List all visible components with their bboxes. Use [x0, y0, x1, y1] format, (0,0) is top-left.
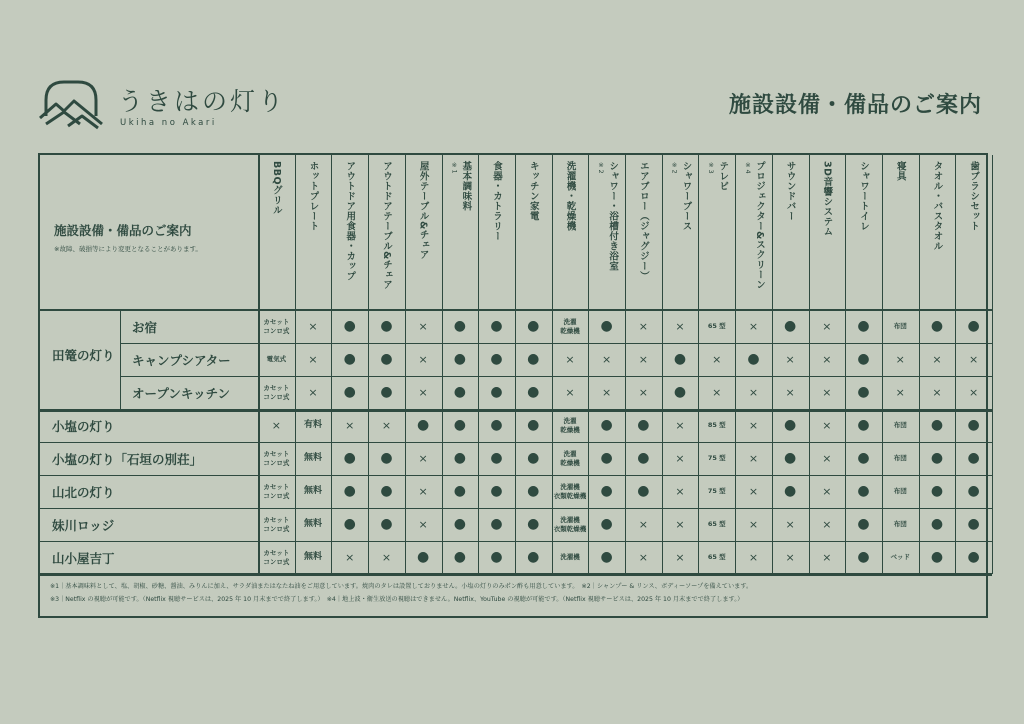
column-header-label	[742, 161, 765, 311]
column-header	[405, 161, 442, 311]
column-label: サウンドバー	[784, 161, 796, 221]
table-cell: ×	[675, 419, 685, 432]
table-cell: ●	[857, 417, 870, 433]
column-header	[735, 161, 772, 311]
table-cell: 洗濯機 衣類乾燥機	[553, 482, 587, 500]
footnote: ※1｜基本調味料として、塩、胡椒、砂糖、醤油、みりんに加え、サラダ油またはなたね油をご用意しています。焼肉のタレは設置しておりません。小塩の灯りのみポン酢も用意しています。 ※2｜シャンプー & リンス、ボディーソープを備えています。	[50, 583, 753, 590]
column-header-label	[705, 161, 728, 311]
table-cell: ●	[967, 450, 980, 466]
table-cell: ●	[343, 483, 356, 499]
table-cell: ●	[490, 516, 503, 532]
table-cell: ×	[748, 452, 759, 465]
column-header-label	[669, 161, 692, 311]
table-cell: 85 型	[707, 421, 726, 429]
table-cell: ●	[380, 450, 393, 466]
grid-line	[442, 155, 443, 574]
table-cell: 65 型	[707, 322, 726, 330]
column-header	[955, 161, 992, 311]
table-cell: カセット コンロ式	[263, 383, 290, 401]
column-label: プロジェクター&スクリーン	[753, 161, 765, 290]
table-cell: ●	[490, 483, 503, 499]
column-label: 屋外テーブル&チェア	[417, 161, 429, 260]
table-cell: ●	[967, 417, 980, 433]
row-label: オープンキッチン	[132, 385, 231, 401]
table-cell: ●	[453, 450, 466, 466]
table-cell: ×	[565, 353, 575, 366]
table-cell: ●	[453, 483, 466, 499]
column-header-label	[638, 161, 649, 311]
column-header	[442, 161, 479, 311]
table-cell: ●	[930, 450, 944, 466]
table-cell: ×	[932, 353, 942, 366]
page-title: 施設設備・備品のご案内	[728, 93, 982, 118]
table-cell: ×	[602, 353, 612, 366]
column-header-label	[821, 161, 832, 311]
table-cell: ●	[380, 351, 393, 367]
table-cell: ×	[932, 386, 942, 399]
corner-title: 施設設備・備品のご案内	[54, 223, 192, 238]
table-cell: ●	[857, 351, 870, 367]
column-header	[662, 161, 699, 311]
table-cell: ●	[673, 351, 687, 367]
table-cell: ●	[600, 417, 613, 433]
grid-line	[120, 310, 121, 409]
table-cell: 無料	[304, 453, 323, 463]
grid-line	[40, 475, 992, 476]
table-cell: カセット コンロ式	[263, 449, 290, 467]
table-cell: ●	[857, 318, 870, 334]
table-cell: ●	[600, 483, 613, 499]
table-cell: ×	[418, 386, 428, 399]
table-cell: ×	[675, 485, 685, 498]
table-cell: ●	[600, 318, 613, 334]
table-cell: ×	[822, 485, 832, 498]
column-header-label	[595, 161, 618, 311]
table-cell: ×	[675, 320, 685, 333]
column-label: ホットプレート	[307, 161, 319, 231]
column-header	[331, 161, 368, 311]
table-cell: ×	[822, 419, 832, 432]
table-cell: ●	[637, 483, 650, 499]
column-label: キッチン家電	[527, 161, 539, 221]
grid-line	[40, 541, 992, 542]
table-cell: 洗濯 乾燥機	[560, 416, 580, 434]
table-cell: ●	[343, 351, 356, 367]
table-cell: 無料	[304, 552, 323, 562]
column-note: ※3	[707, 161, 716, 175]
row-label: キャンプシアター	[132, 352, 231, 368]
table-cell: ●	[527, 417, 540, 433]
column-label: シャワー・浴槽付き浴室	[607, 161, 619, 271]
grid-line	[698, 155, 699, 574]
column-header-label	[528, 161, 539, 311]
table-cell: ×	[712, 386, 722, 399]
table-cell: ●	[857, 549, 870, 565]
table-cell: ×	[381, 551, 392, 564]
column-note: ※2	[597, 161, 606, 175]
row-label: 小塩の灯り「石垣の別荘」	[52, 451, 203, 467]
table-cell: ●	[857, 384, 870, 400]
table-cell: ●	[490, 417, 503, 433]
column-header	[588, 161, 625, 311]
brand-name: うきはの灯り	[118, 87, 287, 116]
column-header	[258, 161, 295, 311]
table-cell: ●	[527, 318, 540, 334]
table-cell: ●	[380, 516, 393, 532]
table-cell: 65 型	[707, 553, 726, 561]
table-cell: ×	[308, 353, 318, 366]
row-label: 妹川ロッジ	[52, 517, 115, 533]
table-cell: 洗濯機 衣類乾燥機	[553, 515, 587, 533]
table-cell: ×	[418, 518, 428, 531]
grid-line	[919, 155, 920, 574]
facility-table	[38, 153, 988, 618]
mountain-logo-icon	[38, 76, 104, 136]
table-cell: ×	[785, 386, 795, 399]
table-cell: 洗濯 乾燥機	[560, 317, 580, 335]
table-cell: 65 型	[707, 520, 726, 528]
table-cell: ●	[490, 549, 503, 565]
grid-line	[368, 155, 369, 574]
table-cell: ×	[822, 386, 832, 399]
column-header-label	[785, 161, 796, 311]
table-cell: ●	[600, 516, 613, 532]
grid-line	[478, 155, 479, 574]
column-label: 洗濯機・乾燥機	[564, 161, 576, 231]
table-cell: カセット コンロ式	[263, 482, 290, 500]
table-cell: ●	[343, 450, 356, 466]
column-header-label	[895, 161, 906, 311]
column-header-label	[564, 161, 575, 311]
table-cell: ●	[490, 351, 503, 367]
column-header-label	[491, 161, 502, 311]
table-cell: ●	[967, 549, 980, 565]
table-cell: ×	[675, 452, 685, 465]
table-cell: ●	[857, 450, 870, 466]
table-cell: 布団	[893, 487, 907, 495]
table-cell: ×	[822, 353, 832, 366]
grid-line	[40, 309, 992, 312]
row-label: 山北の灯り	[52, 484, 115, 500]
table-cell: ×	[712, 353, 722, 366]
table-cell: 布団	[893, 520, 907, 528]
table-cell: ●	[967, 516, 980, 532]
column-header	[809, 161, 846, 311]
table-cell: ●	[600, 450, 613, 466]
column-label: シャワーブース	[680, 161, 692, 231]
table-cell: 洗濯 乾燥機	[560, 449, 580, 467]
table-cell: カセット コンロ式	[263, 515, 290, 533]
table-cell: ●	[930, 318, 944, 334]
brand-logo	[38, 76, 298, 136]
grid-line	[625, 155, 626, 574]
table-cell: ×	[638, 353, 648, 366]
table-cell: ●	[527, 450, 540, 466]
table-cell: ●	[453, 549, 466, 565]
column-header	[368, 161, 405, 311]
table-cell: ●	[453, 516, 466, 532]
table-cell: ●	[527, 384, 540, 400]
grid-line	[772, 155, 773, 574]
table-cell: ×	[748, 551, 759, 564]
table-cell: ×	[785, 551, 795, 564]
table-cell: ×	[638, 320, 648, 333]
table-cell: ●	[380, 384, 393, 400]
table-cell: ●	[490, 384, 503, 400]
table-cell: ●	[784, 450, 797, 466]
table-cell: ×	[895, 353, 905, 366]
column-note: ※1	[450, 161, 459, 175]
column-header	[625, 161, 662, 311]
table-cell: ×	[748, 419, 759, 432]
table-cell: ●	[930, 417, 944, 433]
table-cell: ×	[748, 386, 759, 399]
table-cell: ●	[453, 384, 466, 400]
table-cell: ×	[822, 452, 832, 465]
table-cell: ×	[638, 518, 648, 531]
table-cell: ●	[527, 516, 540, 532]
column-header	[515, 161, 552, 311]
column-header-label	[858, 161, 869, 311]
table-cell: ●	[343, 384, 356, 400]
table-cell: ●	[784, 417, 797, 433]
table-cell: ●	[490, 450, 503, 466]
grid-line	[120, 376, 992, 377]
table-cell: ×	[748, 320, 759, 333]
table-cell: ×	[675, 518, 685, 531]
table-cell: カセット コンロ式	[263, 548, 290, 566]
table-cell: ●	[417, 549, 430, 565]
column-header	[552, 161, 589, 311]
grid-line	[882, 155, 883, 574]
table-cell: ●	[453, 351, 466, 367]
table-cell: ×	[675, 551, 685, 564]
table-cell: ●	[747, 351, 760, 367]
table-cell: ●	[967, 483, 980, 499]
column-label: テレビ	[717, 161, 729, 191]
table-cell: ×	[638, 551, 648, 564]
grid-line	[662, 155, 663, 574]
grid-line	[515, 155, 516, 574]
table-cell: ×	[565, 386, 575, 399]
column-header	[882, 161, 919, 311]
table-cell: ×	[345, 551, 355, 564]
table-cell: ●	[930, 483, 944, 499]
table-cell: ●	[857, 516, 870, 532]
table-cell: ●	[380, 318, 393, 334]
table-cell: 無料	[304, 519, 323, 529]
table-cell: ●	[343, 516, 356, 532]
table-cell: ●	[930, 516, 944, 532]
column-label: タオル・バスタオル	[931, 161, 943, 251]
column-label: アウトドアテーブル&チェア	[380, 161, 392, 290]
table-cell: ×	[822, 551, 832, 564]
table-cell: 布団	[893, 454, 907, 462]
table-cell: 75 型	[707, 454, 726, 462]
grid-line	[735, 155, 736, 574]
table-cell: ●	[637, 417, 650, 433]
row-label: 小塩の灯り	[52, 418, 115, 434]
table-cell: ●	[930, 549, 944, 565]
column-header-label	[448, 161, 471, 311]
table-cell: ×	[602, 386, 612, 399]
table-cell: ●	[380, 483, 393, 499]
table-cell: ●	[527, 483, 540, 499]
table-cell: 布団	[893, 322, 907, 330]
table-cell: ●	[453, 318, 466, 334]
table-cell: ×	[418, 485, 428, 498]
table-cell: ×	[381, 419, 392, 432]
table-cell: 電気式	[266, 355, 287, 363]
brand-roman: Ukiha no Akari	[120, 118, 217, 128]
table-cell: ●	[857, 483, 870, 499]
table-cell: ×	[748, 518, 759, 531]
table-cell: 75 型	[707, 487, 726, 495]
grid-line	[331, 155, 332, 574]
column-label: アウトドア用食器・カップ	[344, 161, 356, 281]
table-cell: ×	[748, 485, 759, 498]
table-cell: ●	[637, 450, 650, 466]
table-cell: ●	[600, 549, 613, 565]
column-label: エアブロー（ジャグジー）	[637, 161, 649, 281]
grid-line	[588, 155, 589, 574]
table-cell: ×	[895, 386, 905, 399]
table-cell: ×	[822, 320, 832, 333]
table-cell: ×	[638, 386, 648, 399]
table-cell: ●	[417, 417, 430, 433]
grid-line	[40, 573, 992, 576]
table-cell: ●	[527, 549, 540, 565]
table-cell: ×	[418, 452, 428, 465]
row-label: 山小屋吉丁	[52, 550, 115, 566]
table-cell: ●	[673, 384, 687, 400]
grid-line	[295, 155, 296, 574]
table-cell: ●	[784, 483, 797, 499]
column-header	[845, 161, 882, 311]
column-note: ※2	[670, 161, 679, 175]
group-label-tagomori: 田篭の灯り	[52, 348, 115, 363]
grid-line	[258, 155, 260, 574]
column-header-label	[968, 161, 979, 311]
column-header	[772, 161, 809, 311]
grid-line	[120, 343, 992, 344]
grid-line	[955, 155, 956, 574]
column-label: 歯ブラシセット	[968, 161, 980, 231]
column-label: 食器・カトラリー	[491, 161, 503, 241]
corner-note: ※故障、破損等により変更となることがあります。	[54, 245, 202, 253]
table-cell: ×	[418, 320, 428, 333]
table-cell: 洗濯機	[560, 553, 580, 561]
table-cell: 布団	[893, 421, 907, 429]
column-header	[698, 161, 735, 311]
table-cell: ×	[969, 386, 979, 399]
grid-line	[992, 155, 993, 574]
column-label: 3D音響システム	[821, 161, 833, 237]
table-cell: ×	[785, 518, 795, 531]
column-header-label	[308, 161, 319, 311]
table-cell: ×	[969, 353, 979, 366]
table-cell: ●	[453, 417, 466, 433]
grid-line	[40, 442, 992, 443]
table-cell: カセット コンロ式	[263, 317, 290, 335]
column-header-label	[271, 161, 282, 311]
grid-line	[40, 508, 992, 509]
grid-line	[40, 409, 992, 412]
footnote: ※3｜Netflix の視聴が可能です。（Netflix 視聴サービスは、2025 年 10 月末までで終了します。） ※4｜地上波・衛生放送の視聴はできません。Netflix、YouTube の視聴が可能です。（Netflix 視聴サービスは、2025 年 10 月末までで終了します。）	[50, 596, 744, 603]
column-header	[478, 161, 515, 311]
column-header-label	[344, 161, 355, 311]
column-label: BBQグリル	[270, 161, 282, 216]
column-label: 寝具	[894, 161, 906, 181]
grid-line	[405, 155, 406, 574]
table-corner	[54, 221, 202, 253]
table-cell: ●	[490, 318, 503, 334]
column-header	[919, 161, 956, 311]
table-cell: 無料	[304, 486, 323, 496]
table-cell: ×	[418, 353, 428, 366]
table-cell: 有料	[304, 420, 323, 430]
table-cell: ×	[822, 518, 832, 531]
column-header-label	[381, 161, 392, 311]
table-cell: ●	[527, 351, 540, 367]
table-cell: ×	[785, 353, 795, 366]
column-label: シャワートイレ	[858, 161, 870, 231]
table-cell: ×	[271, 419, 281, 432]
column-header-label	[418, 161, 429, 311]
column-header	[295, 161, 332, 311]
column-label: 基本調味料	[460, 161, 472, 211]
table-cell: ●	[967, 318, 980, 334]
table-cell: ×	[345, 419, 355, 432]
row-label: お宿	[132, 319, 158, 335]
table-cell: ベッド	[890, 553, 910, 561]
grid-line	[845, 155, 846, 574]
column-header-label	[931, 161, 942, 311]
column-note: ※4	[743, 161, 752, 175]
table-cell: ×	[308, 320, 318, 333]
table-cell: ●	[343, 318, 356, 334]
table-cell: ×	[308, 386, 318, 399]
grid-line	[809, 155, 810, 574]
grid-line	[552, 155, 553, 574]
table-cell: ●	[784, 318, 797, 334]
